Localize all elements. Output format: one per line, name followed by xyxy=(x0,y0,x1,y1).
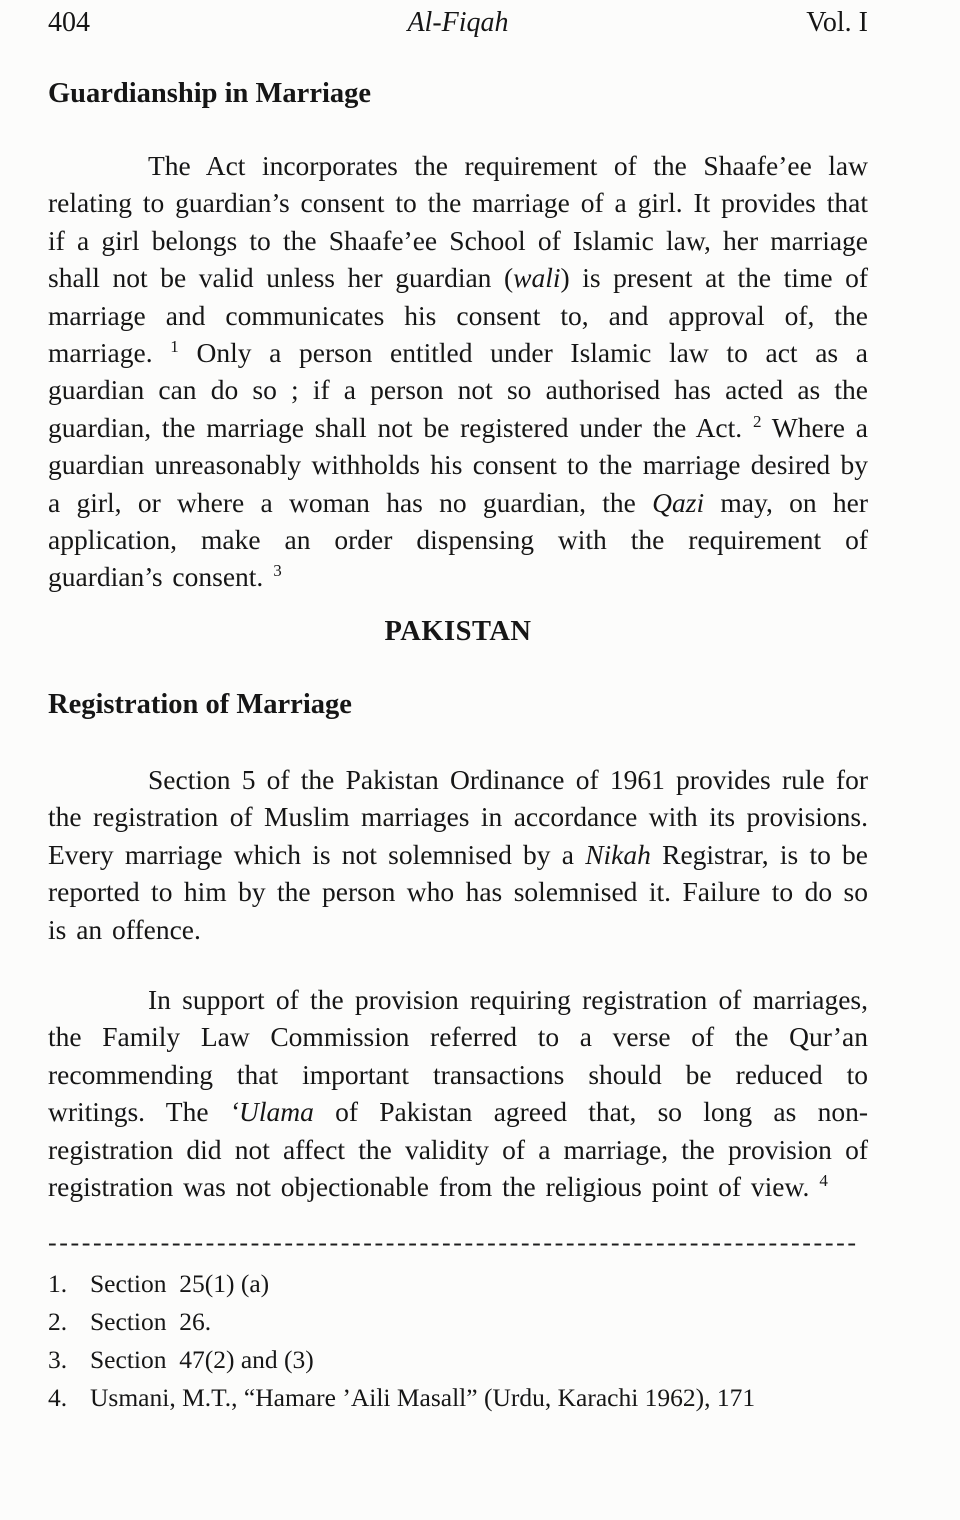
paragraph-text: Only a person entitled under Islamic law to act as a guardian can do so ; if a person not so authorised has acted as the guardian, the marriage shall not be registered under the Act. xyxy=(48,337,868,443)
footnote-text: Section 26. xyxy=(90,1307,212,1337)
running-header xyxy=(48,8,868,38)
footnote-ref-2: 2 xyxy=(752,411,762,431)
paragraph-text: The Act incorporates the requirement of the Shaafe’ee law relating to guardian’s consent to the marriage of a girl. It provides that if a girl belongs to the Shaafe’ee School of Islamic law, her marriage shall not be valid unless her guardian ( xyxy=(48,150,868,294)
paragraph-text: Section 5 of the Pakistan Ordinance of 1961 provides rule for the registration of Muslim marriages in accordance with its provisions. Every marriage which is not solemnised by a xyxy=(48,763,868,870)
italic-term-wali: wali xyxy=(513,262,561,294)
footnote-text: Section 25(1) (a) xyxy=(90,1269,270,1299)
footnote-number: 2. xyxy=(48,1307,68,1337)
paragraph-text: of Pakistan agreed that, so long as non-registration did not affect the validity of a marriage, the provision of registration was not objectionable from the religious point of view. xyxy=(48,1096,869,1202)
body-paragraph-guardianship xyxy=(48,147,868,596)
paragraph-text: Registrar, is to be reported to him by the person who has solemnised it. Failure to do so is an offence. xyxy=(48,838,868,945)
footnote-ref-3: 3 xyxy=(273,561,282,581)
body-paragraph-family-law-commission xyxy=(48,981,868,1205)
footnote-item xyxy=(48,1265,868,1303)
heading-guardianship-in-marriage: Guardianship in Marriage xyxy=(48,78,372,109)
footnote-ref-1: 1 xyxy=(170,336,179,356)
italic-term-nikah: Nikah xyxy=(585,838,651,870)
footnote-number: 1. xyxy=(48,1269,68,1299)
volume-label: Vol. I xyxy=(806,7,868,38)
footnote-number: 3. xyxy=(48,1345,68,1375)
heading-pakistan: PAKISTAN xyxy=(384,615,532,647)
footnote-item xyxy=(48,1341,868,1379)
paragraph-text: may, on her application, make an order dispensing with the requirement of guardian’s consent. xyxy=(48,486,868,593)
footnote-text: Section 47(2) and (3) xyxy=(90,1345,314,1375)
paragraph-text: In support of the provision requiring registration of marriages, the Family Law Commission referred to a verse of the Qur’an recommending that important transactions should be reduced to writings. The xyxy=(48,983,868,1128)
footnote-item xyxy=(48,1303,868,1341)
footnote-ref-4: 4 xyxy=(819,1170,828,1190)
page-number: 404 xyxy=(48,7,90,38)
italic-term-ulama: ‘Ulama xyxy=(229,1096,314,1128)
footnotes-section xyxy=(48,1265,868,1417)
body-paragraph-registration xyxy=(48,761,868,948)
footnote-separator: ------------------------------------------------------------------------ xyxy=(48,1233,859,1254)
running-title: Al-Fiqah xyxy=(407,7,509,38)
footnote-text: Usmani, M.T., “Hamare ’Aili Masall” (Urdu, Karachi 1962), 171 xyxy=(90,1383,756,1413)
paragraph-text: ) is present at the time of marriage and communicates his consent to, and approval of, the marriage. xyxy=(48,262,868,369)
paragraph-text: Where a guardian unreasonably withholds his consent to the marriage desired by a girl, or where a woman has no guardian, the xyxy=(48,411,868,518)
heading-registration-of-marriage: Registration of Marriage xyxy=(48,688,352,720)
italic-term-qazi: Qazi xyxy=(652,486,705,518)
footnote-number: 4. xyxy=(48,1383,68,1413)
footnote-item xyxy=(48,1379,868,1417)
